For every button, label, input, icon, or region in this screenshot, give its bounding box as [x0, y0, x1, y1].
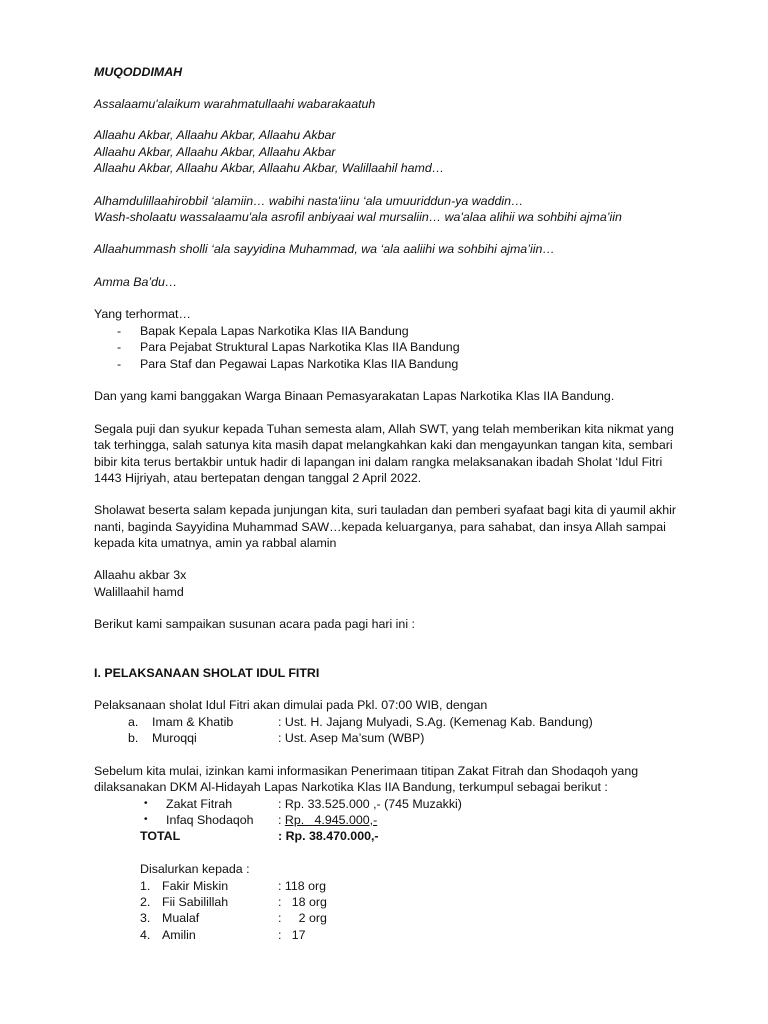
- item-letter: b.: [128, 731, 139, 745]
- section-intro: Pelaksanaan sholat Idul Fitri akan dimulai pada Pkl. 07:00 WIB, dengan: [94, 698, 488, 712]
- zakat-label: Infaq Shodaqoh: [166, 813, 254, 827]
- item-label: Muroqqi: [152, 731, 197, 745]
- amma-line: Amma Ba’du…: [94, 275, 178, 289]
- recipient-label: Fakir Miskin: [162, 879, 229, 893]
- total-label: TOTAL: [140, 829, 181, 843]
- greeting-item: Para Pejabat Struktural Lapas Narkotika Klas IIA Bandung: [140, 340, 460, 354]
- disalurkan-label: Disalurkan kepada :: [140, 862, 250, 876]
- berikut-line: Berikut kami sampaikan susunan acara pada pagi hari ini :: [94, 617, 415, 631]
- recipient-num: 4.: [140, 928, 151, 942]
- zakat-value-colon: :: [278, 813, 285, 827]
- recipient-value: : 118 org: [278, 879, 326, 893]
- item-value: : Ust. H. Jajang Mulyadi, S.Ag. (Kemenag Kab. Bandung): [278, 715, 593, 729]
- item-value: : Ust. Asep Ma’sum (WBP): [278, 731, 425, 745]
- paragraph-line: tak terhingga, salah satunya kita masih dapat melangkahkan kaki dan mengayunkan tangan kita, sembari: [94, 438, 673, 452]
- dash-bullet: -: [117, 324, 122, 338]
- zakat-intro-line: dilaksanakan DKM Al-Hidayah Lapas Narkotika Klas IIA Bandung, terkumpul sebagai berikut :: [94, 780, 608, 794]
- recipient-value: : 2 org: [278, 911, 327, 925]
- greeting-item: Para Staf dan Pegawai Lapas Narkotika Klas IIA Bandung: [140, 357, 459, 371]
- paragraph-line: 1443 Hijriyah, atau bertepatan dengan tanggal 2 April 2022.: [94, 471, 422, 485]
- zakat-value: : Rp. 33.525.000 ,- (745 Muzakki): [278, 797, 462, 811]
- paragraph-line: bibir kita terus bertakbir untuk hadir di lapangan ini dalam rangka melaksanakan ibadah Sholat ‘Idul Fitri: [94, 455, 663, 469]
- salam-line: Assalaamu'alaikum warahmatullaahi wabarakaatuh: [94, 97, 376, 111]
- bullet-icon: •: [144, 798, 148, 809]
- bullet-icon: •: [144, 814, 148, 825]
- recipient-label: Mualaf: [162, 911, 200, 925]
- greeting-item: Bapak Kepala Lapas Narkotika Klas IIA Bandung: [140, 324, 409, 338]
- paragraph-line: Segala puji dan syukur kepada Tuhan semesta alam, Allah SWT, yang telah memberikan kita nikmat yang: [94, 422, 674, 436]
- zakat-intro-line: Sebelum kita mulai, izinkan kami informasikan Penerimaan titipan Zakat Fitrah dan Shodaqoh yang: [94, 764, 639, 778]
- item-letter: a.: [128, 715, 139, 729]
- takbir-short-line: Walillaahil hamd: [94, 585, 184, 599]
- page-title: MUQODDIMAH: [94, 65, 183, 79]
- total-value: : Rp. 38.470.000,-: [278, 829, 379, 843]
- zakat-value-amount: Rp. 4.945.000,-: [284, 813, 378, 827]
- paragraph-line: kepada kita umatnya, amin ya rabbal alamin: [94, 536, 337, 550]
- greeting-closing: Dan yang kami banggakan Warga Binaan Pemasyarakatan Lapas Narkotika Klas IIA Bandung.: [94, 389, 615, 403]
- hamdalah-line: Alhamdulillaahirobbil ‘alamiin… wabihi nasta'iinu ‘ala umuuriddun-ya waddin…: [94, 194, 524, 208]
- hamdalah-line: Wash-sholaatu wassalaamu'ala asrofil anbiyaai wal mursaliin… wa'alaa alihii wa sohbihi ajma’iin: [94, 210, 622, 224]
- section-heading: I. PELAKSANAAN SHOLAT IDUL FITRI: [94, 666, 320, 680]
- dash-bullet: -: [117, 357, 122, 371]
- zakat-value: [278, 812, 377, 828]
- takbir-line: Allaahu Akbar, Allaahu Akbar, Allaahu Akbar: [94, 145, 336, 159]
- item-label: Imam & Khatib: [152, 715, 234, 729]
- zakat-label: Zakat Fitrah: [166, 797, 233, 811]
- paragraph-line: Sholawat beserta salam kepada junjungan kita, suri tauladan dan pemberi syafaat bagi kita di yaumil akhir: [94, 503, 677, 517]
- recipient-num: 2.: [140, 895, 151, 909]
- takbir-line: Allaahu Akbar, Allaahu Akbar, Allaahu Akbar, Walillaahil hamd…: [94, 161, 445, 175]
- recipient-label: Amilin: [162, 928, 196, 942]
- recipient-num: 1.: [140, 879, 151, 893]
- recipient-label: Fii Sabilillah: [162, 895, 229, 909]
- recipient-value: : 18 org: [278, 895, 327, 909]
- takbir-line: Allaahu Akbar, Allaahu Akbar, Allaahu Akbar: [94, 128, 336, 142]
- sholawat-line: Allaahummash sholli ‘ala sayyidina Muhammad, wa ‘ala aaliihi wa sohbihi ajma’iin…: [94, 242, 555, 256]
- greeting-intro: Yang terhormat…: [94, 307, 191, 321]
- takbir-short-line: Allaahu akbar 3x: [94, 568, 187, 582]
- recipient-value: : 17: [278, 928, 306, 942]
- recipient-num: 3.: [140, 911, 151, 925]
- paragraph-line: nanti, baginda Sayyidina Muhammad SAW…kepada keluarganya, para sahabat, dan insya Allah sampai: [94, 520, 666, 534]
- dash-bullet: -: [117, 340, 122, 354]
